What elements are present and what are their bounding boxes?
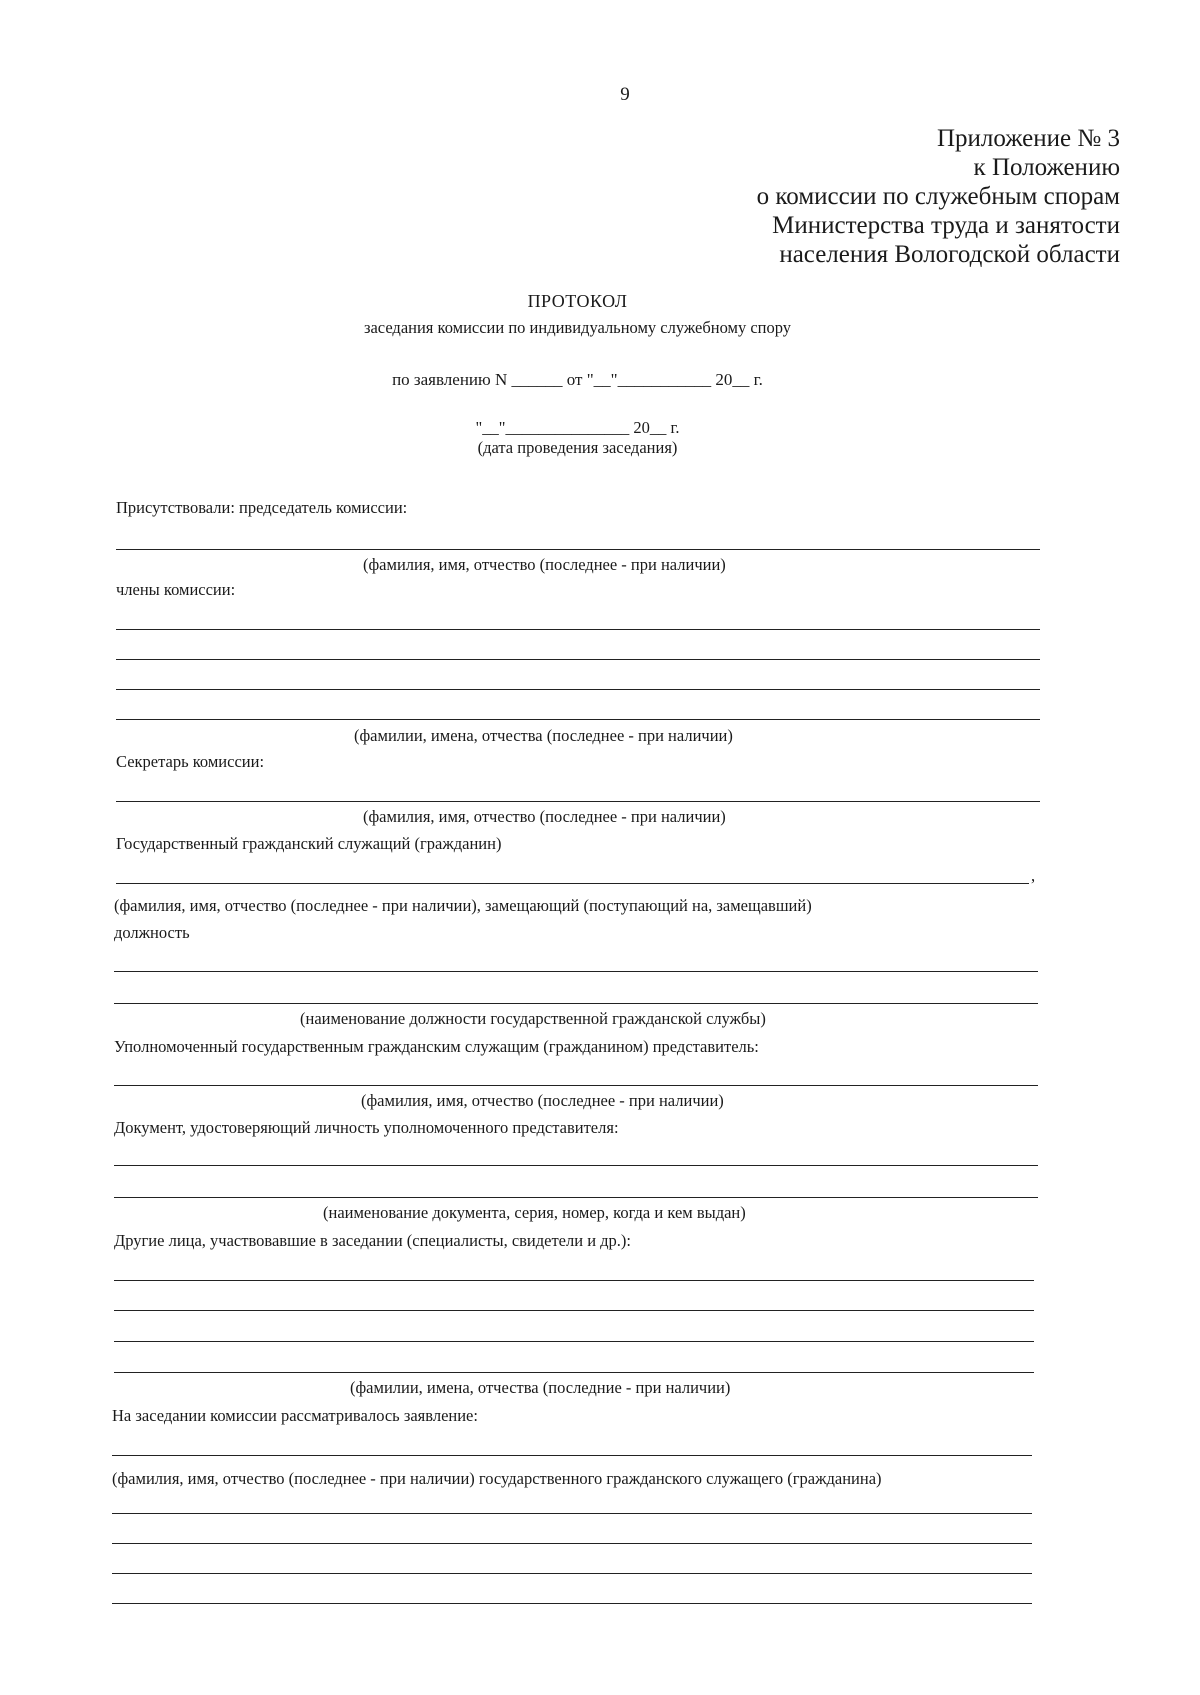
others-fill-line[interactable] bbox=[114, 1310, 1034, 1311]
document-subtitle: заседания комиссии по индивидуальному служебному спору bbox=[363, 318, 792, 337]
appendix-line-3: о комиссии по служебным спорам bbox=[756, 183, 1120, 210]
statement-number-line: по заявлению N ______ от "__"___________ 20__ г. bbox=[392, 370, 763, 389]
others-fill-line[interactable] bbox=[114, 1280, 1034, 1281]
chair-caption: (фамилия, имя, отчество (последнее - при наличии) bbox=[363, 555, 726, 574]
position-label: должность bbox=[114, 923, 190, 942]
representative-caption: (фамилия, имя, отчество (последнее - при наличии) bbox=[361, 1091, 724, 1110]
member-fill-line[interactable] bbox=[116, 689, 1040, 690]
member-fill-line[interactable] bbox=[116, 719, 1040, 720]
representative-fill-line[interactable] bbox=[114, 1085, 1038, 1086]
appendix-line-1: Приложение № 3 bbox=[936, 125, 1120, 152]
application-text-line[interactable] bbox=[112, 1543, 1032, 1544]
meeting-date-caption: (дата проведения заседания) bbox=[477, 438, 678, 457]
servant-fill-line[interactable] bbox=[116, 883, 1029, 884]
secretary-label: Секретарь комиссии: bbox=[116, 752, 265, 771]
others-fill-line[interactable] bbox=[114, 1372, 1034, 1373]
document-title: ПРОТОКОЛ bbox=[527, 291, 628, 311]
servant-caption: (фамилия, имя, отчество (последнее - при наличии), замещающий (поступающий на, замещавший) bbox=[114, 896, 812, 915]
member-fill-line[interactable] bbox=[116, 629, 1040, 630]
page-number: 9 bbox=[620, 84, 630, 105]
document-fill-line[interactable] bbox=[114, 1197, 1038, 1198]
appendix-line-5: населения Вологодской области bbox=[779, 241, 1120, 268]
application-caption: (фамилия, имя, отчество (последнее - при наличии) государственного гражданского служащего (гражданина) bbox=[112, 1469, 882, 1488]
servant-label: Государственный гражданский служащий (гражданин) bbox=[116, 834, 502, 853]
appendix-header bbox=[757, 124, 1120, 269]
chair-fill-line[interactable] bbox=[116, 549, 1040, 550]
others-fill-line[interactable] bbox=[114, 1341, 1034, 1342]
secretary-caption: (фамилия, имя, отчество (последнее - при наличии) bbox=[363, 807, 726, 826]
application-fill-line[interactable] bbox=[112, 1455, 1032, 1456]
application-label: На заседании комиссии рассматривалось заявление: bbox=[112, 1406, 478, 1425]
servant-comma: , bbox=[1031, 866, 1036, 885]
document-label: Документ, удостоверяющий личность уполномоченного представителя: bbox=[114, 1118, 619, 1137]
document-caption: (наименование документа, серия, номер, когда и кем выдан) bbox=[323, 1203, 746, 1222]
members-caption: (фамилии, имена, отчества (последнее - при наличии) bbox=[354, 726, 733, 745]
appendix-line-2: к Положению bbox=[973, 154, 1120, 181]
application-text-line[interactable] bbox=[112, 1603, 1032, 1604]
others-label: Другие лица, участвовавшие в заседании (специалисты, свидетели и др.): bbox=[114, 1231, 632, 1250]
position-caption: (наименование должности государственной гражданской службы) bbox=[300, 1009, 766, 1028]
representative-label: Уполномоченный государственным гражданским служащим (гражданином) представитель: bbox=[114, 1037, 759, 1056]
others-caption: (фамилии, имена, отчества (последние - при наличии) bbox=[350, 1378, 731, 1397]
present-chair-label: Присутствовали: председатель комиссии: bbox=[116, 498, 408, 517]
position-fill-line[interactable] bbox=[114, 1003, 1038, 1004]
secretary-fill-line[interactable] bbox=[116, 801, 1040, 802]
meeting-date-line: "__"_______________ 20__ г. bbox=[475, 418, 680, 437]
application-text-line[interactable] bbox=[112, 1513, 1032, 1514]
application-text-line[interactable] bbox=[112, 1573, 1032, 1574]
position-fill-line[interactable] bbox=[114, 971, 1038, 972]
document-fill-line[interactable] bbox=[114, 1165, 1038, 1166]
member-fill-line[interactable] bbox=[116, 659, 1040, 660]
appendix-line-4: Министерства труда и занятости bbox=[772, 212, 1120, 239]
members-label: члены комиссии: bbox=[116, 580, 236, 599]
